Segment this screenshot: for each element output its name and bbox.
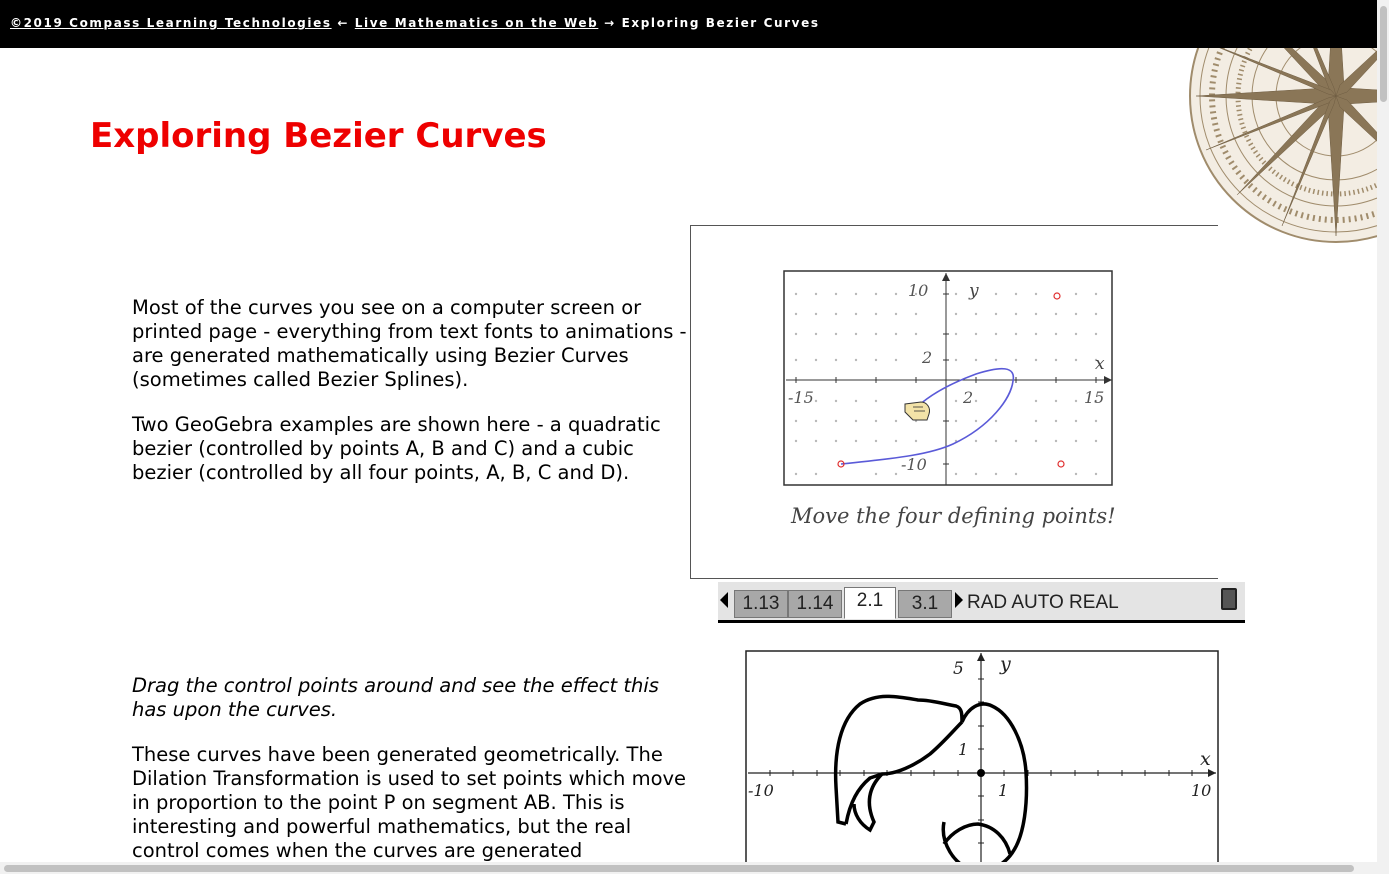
tick-label: -10 xyxy=(901,455,927,474)
breadcrumb-separator: → xyxy=(598,16,622,30)
tab-1-13[interactable]: 1.13 xyxy=(734,590,788,618)
vertical-scrollbar[interactable] xyxy=(1377,0,1389,874)
breadcrumb-parent-link[interactable]: Live Mathematics on the Web xyxy=(354,16,599,30)
tick-label: 2 xyxy=(963,388,974,407)
graph-frame xyxy=(746,651,1218,862)
ti-nspire-screen[interactable] xyxy=(718,582,1245,862)
calculator-mode-status: RAD AUTO REAL xyxy=(967,592,1119,613)
intro-paragraph: Most of the curves you see on a computer screen or printed page - everything from text fonts to animations - are generated mathematically using Bezier Curves (sometimes called Bezier Splines). xyxy=(132,296,687,391)
tick-label: 1 xyxy=(998,781,1009,800)
breadcrumb xyxy=(10,16,820,30)
geogebra-applet-cubic[interactable] xyxy=(690,225,1218,579)
figure-caption: Move the four defining points! xyxy=(791,504,1116,528)
examples-paragraph: Two GeoGebra examples are shown here - a quadratic bezier (controlled by points A, B and C) and a cubic bezier (controlled by all four points, A, B, C and D). xyxy=(132,413,661,484)
tick-label: 10 xyxy=(1191,781,1212,800)
compass-rose-decoration xyxy=(1186,48,1377,244)
tick-label: -15 xyxy=(788,388,814,407)
breadcrumb-separator: ← xyxy=(331,16,355,30)
vertical-scrollbar-thumb[interactable] xyxy=(1380,6,1387,102)
y-axis-label: y xyxy=(1000,653,1011,675)
breadcrumb-current: Exploring Bezier Curves xyxy=(621,16,820,30)
tick-label: 15 xyxy=(1084,388,1105,407)
tick-label: 2 xyxy=(922,348,933,367)
tab-2-1[interactable]: 2.1 xyxy=(844,587,896,619)
instruction-paragraph: Drag the control points around and see the effect this has upon the curves. xyxy=(132,674,659,721)
top-bar xyxy=(0,0,1377,48)
origin-point[interactable] xyxy=(977,769,985,777)
horizontal-scrollbar-thumb[interactable] xyxy=(4,865,1354,872)
tab-3-1[interactable]: 3.1 xyxy=(898,590,952,618)
tick-label: 10 xyxy=(908,281,929,300)
y-axis-label: y xyxy=(969,281,979,301)
tick-label: 5 xyxy=(953,659,964,679)
tick-label: 1 xyxy=(958,740,969,759)
breadcrumb-copyright-link[interactable]: ©2019 Compass Learning Technologies xyxy=(10,16,332,30)
tab-1-14[interactable]: 1.14 xyxy=(788,590,842,618)
x-axis-label: x xyxy=(1095,354,1105,374)
graph-frame xyxy=(784,271,1112,485)
x-axis-label: x xyxy=(1200,748,1211,770)
dilation-paragraph: These curves have been generated geometrically. The Dilation Transformation is used to set points which move in proportion to the point P on segment AB. This is interesting and powerful mathematics, but the real control comes when the curves are generated xyxy=(132,743,687,862)
page-title: Exploring Bezier Curves xyxy=(90,116,547,156)
tick-label: -10 xyxy=(748,781,774,800)
